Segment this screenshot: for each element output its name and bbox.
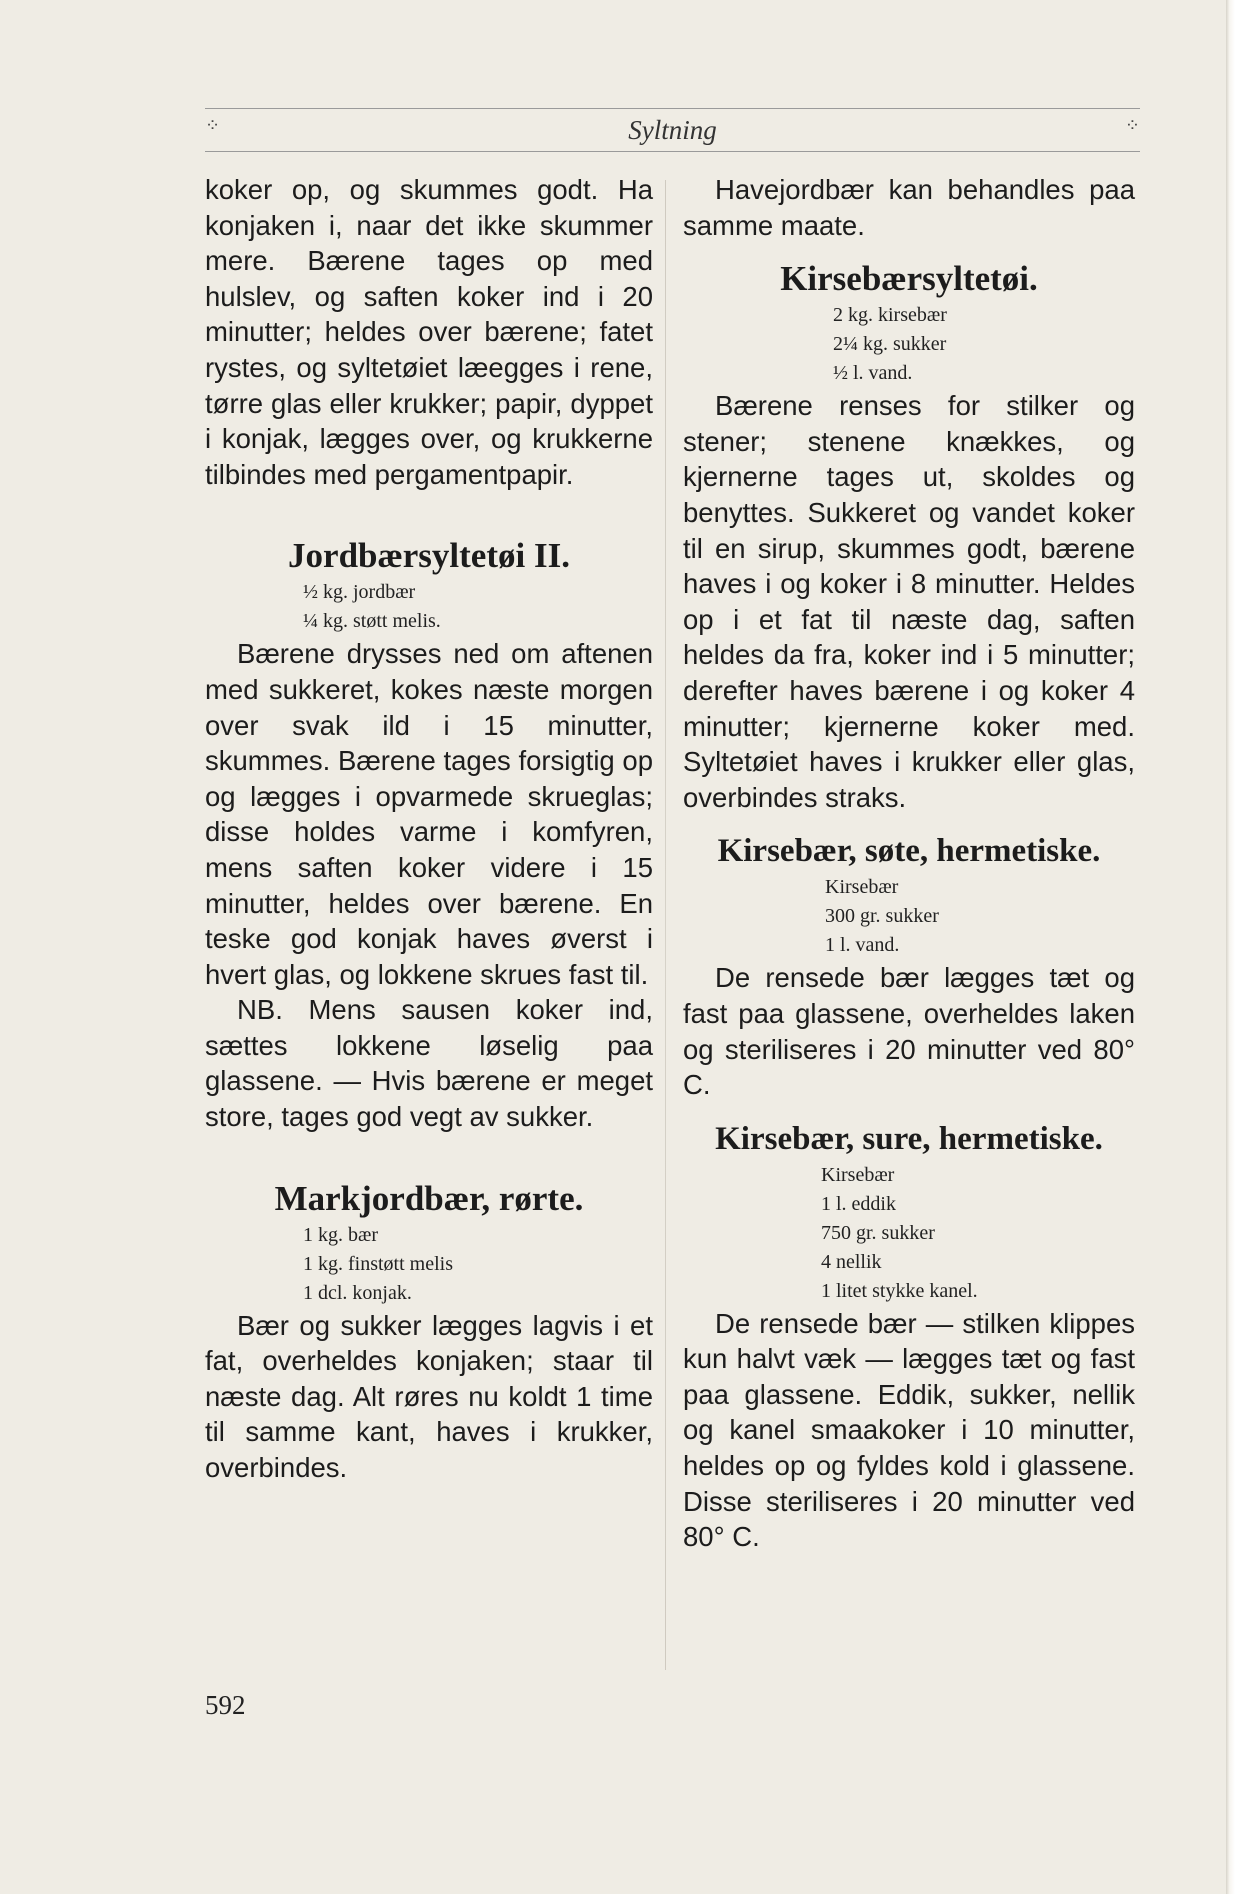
- recipe-body: Bærene drysses ned om aftenen med sukkeret, kokes næste morgen over svak ild i 15 minutter, skummes. Bærene tages forsigtig op og lægges i opvarmede skrueglas; disse holdes varme i komfyren, mens saften koker videre i 15 minutter, heldes over bærene. En teske god konjak haves øverst i hvert glas, og lokkene skrues fast til.: [205, 638, 653, 990]
- ingredient-item: Kirsebær: [825, 876, 899, 899]
- recipe-title-kirsebaer-sure: Kirsebær, sure, hermetiske.: [715, 1120, 1103, 1157]
- page-edge: [1226, 0, 1235, 1894]
- ingredient-list: [205, 578, 653, 636]
- recipe-title-jordbaersyltetoi: Jordbærsyltetøi II.: [288, 536, 570, 576]
- ingredient-item: 1 dcl. konjak.: [303, 1281, 412, 1304]
- ingredient-list: [683, 873, 1135, 960]
- ornament-left-icon: ⁘: [205, 115, 221, 136]
- ingredient-item: Kirsebær: [821, 1163, 895, 1186]
- ingredient-item: ½ kg. jordbær: [303, 581, 416, 604]
- ingredient-item: 300 gr. sukker: [825, 905, 939, 928]
- running-title: Syltning: [628, 115, 717, 145]
- page-number: 592: [205, 1690, 246, 1720]
- right-column: [683, 172, 1135, 1555]
- ingredient-list: [205, 1221, 653, 1308]
- recipe-title-markjordbaer: Markjordbær, rørte.: [274, 1178, 584, 1218]
- recipe-body: Bærene renses for stilker og stener; stenene knækkes, og kjernerne tages ut, skoldes og benyttes. Sukkeret og vandet koker til en sirup, skummes godt, bærene haves i og koker i 8 minutter. Heldes op i et fat til næste dag, saften heldes da fra, koker ind i 5 minutter; derefter haves bærene i og koker 4 minutter; kjernerne koker med. Syltetøiet haves i krukker eller glas, overbindes straks.: [683, 390, 1135, 813]
- continued-paragraph: koker op, og skummes godt. Ha konjaken i, naar det ikke skummer mere. Bærene tages op med hulslev, og saften koker ind i 20 minutter; heldes over bærene; fatet rystes, og syltetøiet læegges i rene, tørre glas eller krukker; papir, dyppet i konjak, lægges over, og krukkerne tilbindes med pergamentpapir.: [205, 174, 653, 490]
- recipe-title-kirsebaer-sote: Kirsebær, søte, hermetiske.: [717, 833, 1101, 870]
- left-column: [205, 172, 653, 1486]
- ingredient-item: 1 kg. bær: [303, 1223, 378, 1246]
- column-divider: [665, 180, 666, 1670]
- ingredient-item: ½ l. vand.: [833, 362, 913, 385]
- ingredient-item: 1 kg. finstøtt melis: [303, 1252, 453, 1275]
- recipe-title-kirsebaersyltetoi: Kirsebærsyltetøi.: [780, 259, 1038, 299]
- ingredient-item: 4 nellik: [821, 1250, 882, 1273]
- ingredient-item: 2¼ kg. sukker: [833, 333, 947, 356]
- recipe-body: De rensede bær — stilken klippes kun halvt væk — lægges tæt og fast paa glassene. Eddik, sukker, nellik og kanel smaakoker i 10 minutter, heldes op og fyldes kold i glassene. Disse steriliseres i 20 minutter ved 80° C.: [683, 1307, 1135, 1553]
- ingredient-item: 750 gr. sukker: [821, 1221, 935, 1244]
- ingredient-item: 1 litet stykke kanel.: [821, 1279, 978, 1302]
- recipe-body: Bær og sukker lægges lagvis i et fat, overheldes konjaken; staar til næste dag. Alt røres nu koldt 1 time til samme kant, haves i krukker, overbindes.: [205, 1309, 653, 1484]
- ingredient-list: [683, 1161, 1135, 1306]
- recipe-note: NB. Mens sausen koker ind, sættes lokkene løselig paa glassene. — Hvis bærene er meget store, tages god vegt av sukker.: [205, 994, 653, 1133]
- ingredient-item: 1 l. eddik: [821, 1192, 896, 1215]
- intro-paragraph: Havejordbær kan behandles paa samme maate.: [683, 174, 1135, 241]
- running-header: [205, 108, 1140, 152]
- ingredient-item: ¼ kg. støtt melis.: [303, 610, 441, 633]
- ornament-right-icon: ⁘: [1124, 115, 1140, 136]
- ingredient-list: [683, 301, 1135, 388]
- ingredient-item: 2 kg. kirsebær: [833, 304, 947, 327]
- recipe-body: De rensede bær lægges tæt og fast paa glassene, overheldes laken og steriliseres i 20 minutter ved 80° C.: [683, 962, 1135, 1101]
- ingredient-item: 1 l. vand.: [825, 934, 900, 957]
